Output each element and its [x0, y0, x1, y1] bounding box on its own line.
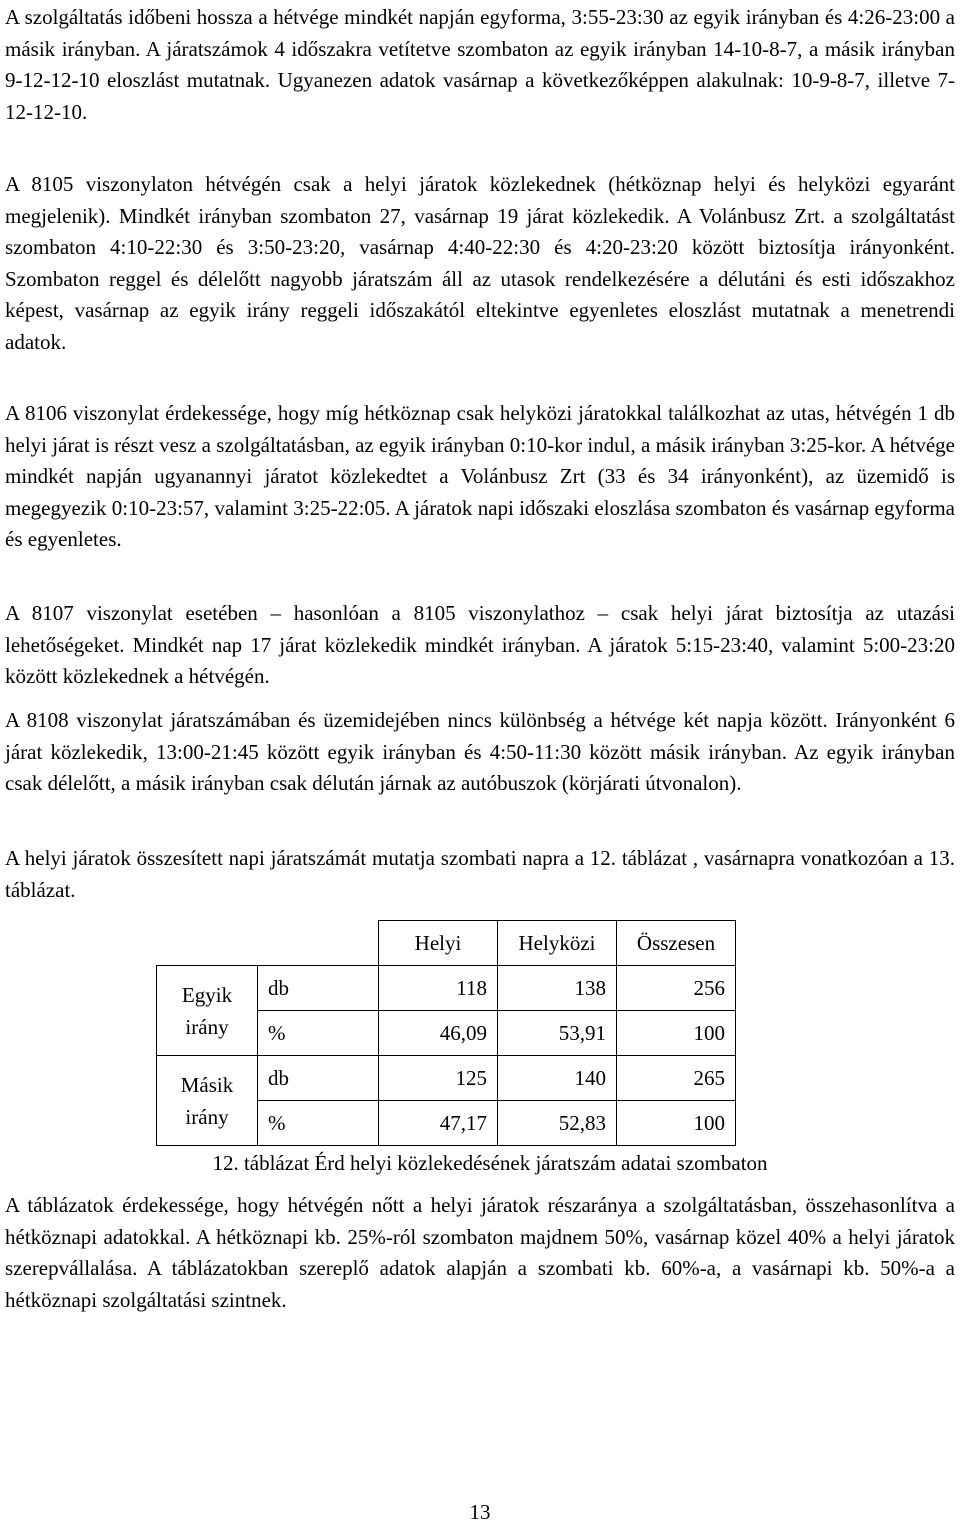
table-unit-cell: % [258, 1011, 379, 1056]
paragraph-table-intro: A helyi járatok összesített napi járatszámát mutatja szombati napra a 12. táblázat , vasárnapra vonatkozóan a 13. táblázat. [5, 846, 955, 902]
table-cell: 265 [617, 1056, 736, 1101]
table-header-row [157, 921, 736, 966]
table-cell: 46,09 [379, 1011, 498, 1056]
table-corner-cell [157, 921, 379, 966]
table-header-cell: Helyközi [498, 921, 617, 966]
table-cell: 47,17 [379, 1101, 498, 1146]
table-row [157, 1056, 736, 1101]
data-table [156, 920, 736, 1146]
table-header-cell: Helyi [379, 921, 498, 966]
table-cell: 100 [617, 1011, 736, 1056]
table-unit-cell: db [258, 1056, 379, 1101]
paragraph-line-8108: A 8108 viszonylat járatszámában és üzemidejében nincs különbség a hétvége két napja között. Irányonként 6 járat közlekedik, 13:00-21:45 között egyik irányban és 4:50-11:30 között másik irányban. Az egyik irányban csak délelőtt, a másik irányban csak délután járnak az autóbuszok (körjárati útvonalon). [5, 708, 955, 795]
page-number: 13 [469, 1500, 491, 1524]
paragraph-line-8107: A 8107 viszonylat esetében – hasonlóan a 8105 viszonylathoz – csak helyi járat biztosítja az utazási lehetőségeket. Mindkét nap 17 járat közlekedik mindkét irányban. A járatok 5:15-23:40, valamint 5:00-23:20 között közlekednek a hétvégén. [5, 601, 955, 688]
table-saturday-trips [156, 920, 736, 1146]
table-unit-cell: % [258, 1101, 379, 1146]
table-row [157, 966, 736, 1011]
table-cell: 138 [498, 966, 617, 1011]
table-cell: 118 [379, 966, 498, 1011]
table-group-label: Egyik irány [157, 966, 258, 1056]
paragraph-line-8106: A 8106 viszonylat érdekessége, hogy míg hétköznap csak helyközi járatokkal találkozhat az utas, hétvégén 1 db helyi járat is részt vesz a szolgáltatásban, az egyik irányban 0:10-kor indul, a másik irányban 3:25-kor. A hétvége mindkét napján ugyanannyi járatot közlekedtet a Volánbusz Zrt (33 és 34 irányonként), az üzemidő is megegyezik 0:10-23:57, valamint 3:25-22:05. A járatok napi időszaki eloszlása szombaton és vasárnap egyforma és egyenletes. [5, 401, 955, 551]
table-cell: 52,83 [498, 1101, 617, 1146]
table-caption: 12. táblázat Érd helyi közlekedésének járatszám adatai szombaton [212, 1151, 768, 1175]
table-cell: 125 [379, 1056, 498, 1101]
paragraph-table-analysis: A táblázatok érdekessége, hogy hétvégén nőtt a helyi járatok részaránya a szolgáltatásban, összehasonlítva a hétköznapi adatokkal. A hétköznapi kb. 25%-ról szombaton majdnem 50%, vasárnap közel 40% a helyi járatok szerepvállalása. A táblázatokban szereplő adatok alapján a szombati kb. 60%-a, a vasárnapi kb. 50%-a a hétköznapi szolgáltatási szintnek. [5, 1193, 955, 1312]
table-header-cell: Összesen [617, 921, 736, 966]
table-cell: 53,91 [498, 1011, 617, 1056]
table-unit-cell: db [258, 966, 379, 1011]
table-cell: 140 [498, 1056, 617, 1101]
paragraph-weekend-service-span: A szolgáltatás időbeni hossza a hétvége mindkét napján egyforma, 3:55-23:30 az egyik irányban és 4:26-23:00 a másik irányban. A járatszámok 4 időszakra vetítetve szombaton az egyik irányban 14-10-8-7, a másik irányban 9-12-12-10 eloszlást mutatnak. Ugyanezen adatok vasárnap a következőképpen alakulnak: 10-9-8-7, illetve 7-12-12-10. [5, 5, 955, 124]
paragraph-line-8105: A 8105 viszonylaton hétvégén csak a helyi járatok közlekednek (hétköznap helyi és helyközi egyaránt megjelenik). Mindkét irányban szombaton 27, vasárnap 19 járat közlekedik. A Volánbusz Zrt. a szolgáltatást szombaton 4:10-22:30 és 3:50-23:20, vasárnap 4:40-22:30 és 4:20-23:20 között biztosítja irányonként. Szombaton reggel és délelőtt nagyobb járatszám áll az utasok rendelkezésére a délutáni és esti időszakhoz képest, vasárnap az egyik irány reggeli időszakától eltekintve egyenletes eloszlást mutatnak a menetrendi adatok. [5, 172, 955, 354]
table-cell: 100 [617, 1101, 736, 1146]
table-cell: 256 [617, 966, 736, 1011]
table-group-label: Másik irány [157, 1056, 258, 1146]
